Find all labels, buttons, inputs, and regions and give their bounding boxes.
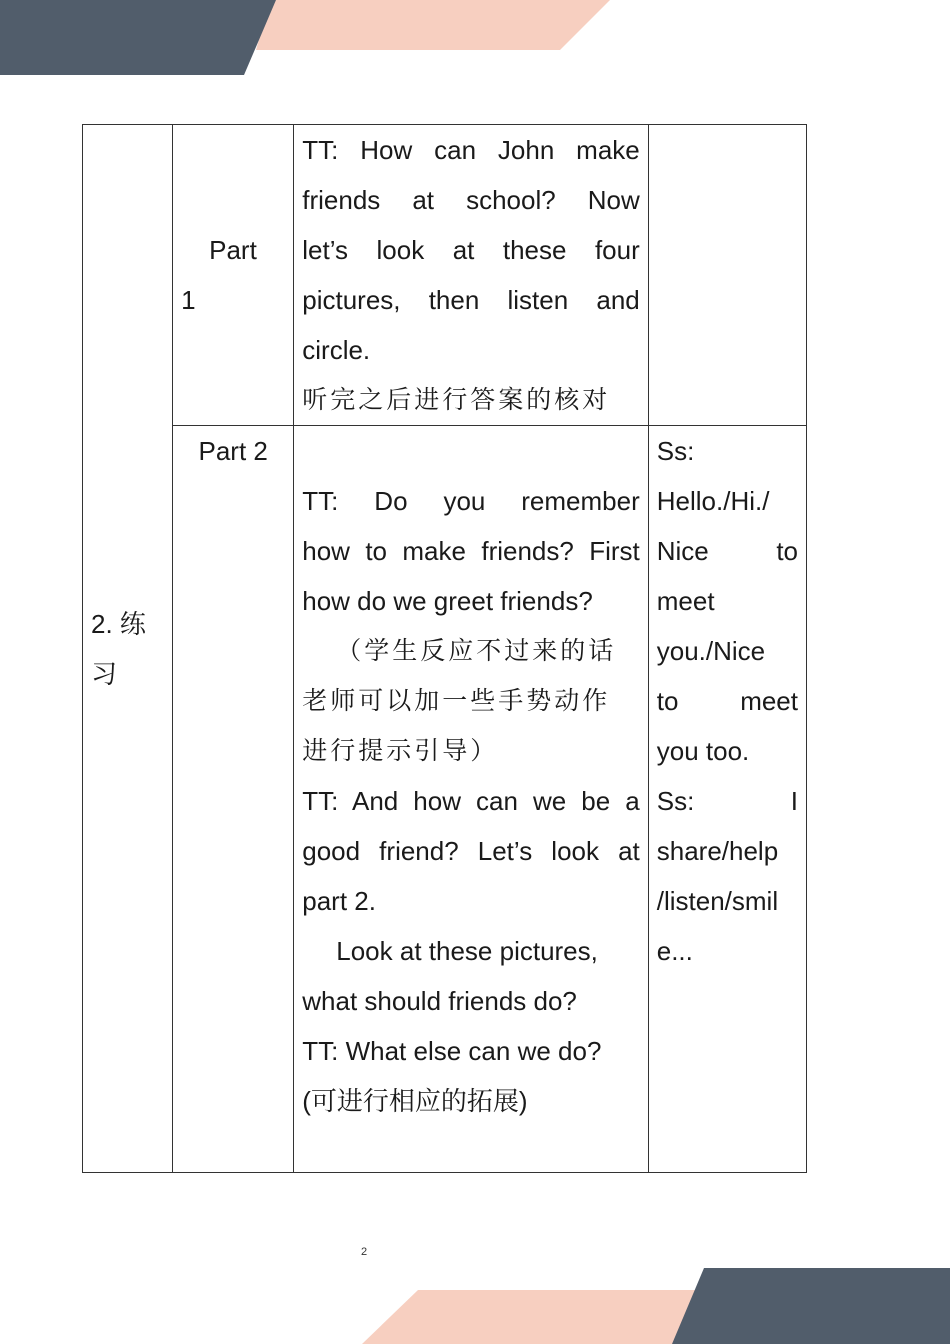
teacher-note: 进行提示引导） [302,736,499,765]
table-row [83,125,807,426]
top-dark-band [0,0,276,75]
teacher-line: TT: Do you remember [302,486,640,516]
bottom-dark-band [672,1268,950,1344]
teacher-note: (可进行相应的拓展) [302,1086,528,1116]
student-line: Ss: [656,436,695,466]
lesson-plan-table [82,124,807,1173]
student-line: Ss: I [656,786,798,816]
teacher-line: Look at these pictures, [336,936,598,966]
page-number: 2 [360,1246,368,1258]
student-line: to meet [656,686,798,716]
teacher-note: （学生反应不过来的话 [336,636,617,665]
student-activity-cell [648,125,806,426]
part-label-line2: 1 [181,285,196,315]
teacher-note: 老师可以加一些手势动作 [302,686,611,715]
teacher-line: friends at school? Now [302,185,640,215]
teacher-activity-cell [294,426,648,1173]
teacher-line: pictures, then listen and [302,285,640,315]
teacher-line: part 2. [302,886,376,916]
student-line: Nice to [656,536,798,566]
teacher-line: what should friends do? [302,986,577,1016]
teacher-line: good friend? Let’s look at [302,836,640,866]
bottom-peach-band [362,1290,700,1344]
stage-label: 2. 练习 [91,608,146,689]
teacher-line: TT: What else can we do? [302,1036,602,1066]
part-label: Part 2 [198,436,268,466]
teacher-note: 听完之后进行答案的核对 [302,385,611,414]
part-cell [173,426,294,1173]
teacher-line: TT: And how can we be a [302,786,640,816]
student-line: meet [656,586,715,616]
part-label-line1: Part [209,235,257,265]
student-activity-cell [648,426,806,1173]
student-line: e... [656,936,693,966]
teacher-line: how do we greet friends? [302,586,593,616]
table-row [83,426,807,1173]
part-cell [173,125,294,426]
top-peach-band [256,0,610,50]
student-line: you too. [656,736,750,766]
student-line: you./Nice [656,636,766,666]
teacher-line: circle. [302,335,371,365]
student-line: Hello./Hi./ [656,486,770,516]
teacher-line: let’s look at these four [302,235,640,265]
teacher-activity-cell [294,125,648,426]
student-line: share/help [656,836,779,866]
student-line: /listen/smil [656,886,779,916]
teacher-line: TT: How can John make [302,135,640,165]
stage-cell [83,125,173,1173]
teacher-line: how to make friends? First [302,536,640,566]
